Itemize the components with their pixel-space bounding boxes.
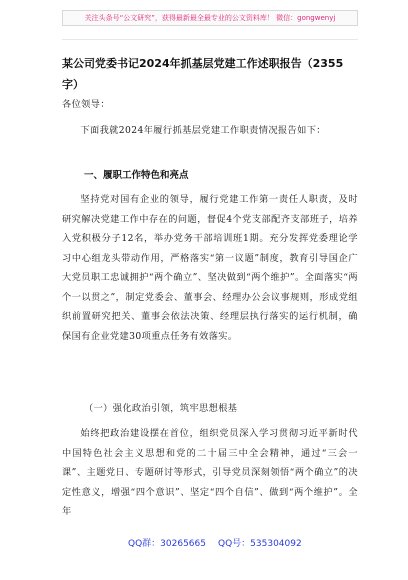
body-paragraph-2: 始终把政治建设摆在首位，组织党员深入学习贯彻习近平新时代中国特色社会主义思想和党的二十届三中全会精神，通过“三会一课”、主题党日、专题研讨等形式，引导党员深刻领悟“两个确立”的决定性意义，增强“四个意识”、坚定“四个自信”、做到“两个维护”。全年: [62, 428, 358, 517]
section-heading-1: 一、履职工作特色和亮点: [84, 170, 189, 181]
subsection-heading-1: （一）强化政治引领，筑牢思想根基: [84, 403, 238, 414]
footer-qq-number: QQ号：535304092: [218, 539, 302, 549]
document-title: 某公司党委书记2024年抓基层党建工作述职报告（2355字）: [62, 57, 344, 91]
body-paragraph-1: 坚持党对国有企业的领导，履行党建工作第一责任人职责，及时研究解决党建工作中存在的问题，督促4个党支部配齐支部班子，培养入党积极分子12名，举办党务干部培训班1期。充分发挥党委理论学习中心组龙头带动作用，严格落实“第一议题”制度，教育引导国企广大党员职工忠诚拥护“两个确立”、坚决做到“两个维护”。全面落实“两个一以贯之”，制定党委会、董事会、经理办公会议事规则，形成党组织前置研究把关、董事会依法决策、经理层执行落实的运行机制，确保国有企业党建30项重点任务有效落实。: [62, 194, 358, 342]
salutation: 各位领导：: [62, 99, 110, 110]
footer-qq-group: QQ群：30265665: [128, 539, 206, 549]
header-banner: 关注头条号“公文研究”，获得最新最全最专业的公文资料库！ 微信：gongwenyj: [62, 10, 358, 26]
header-divider: [62, 39, 358, 40]
intro-paragraph: 下面我就2024年履行抓基层党建工作职责情况报告如下：: [80, 125, 326, 136]
footer-contact: [0, 532, 408, 552]
